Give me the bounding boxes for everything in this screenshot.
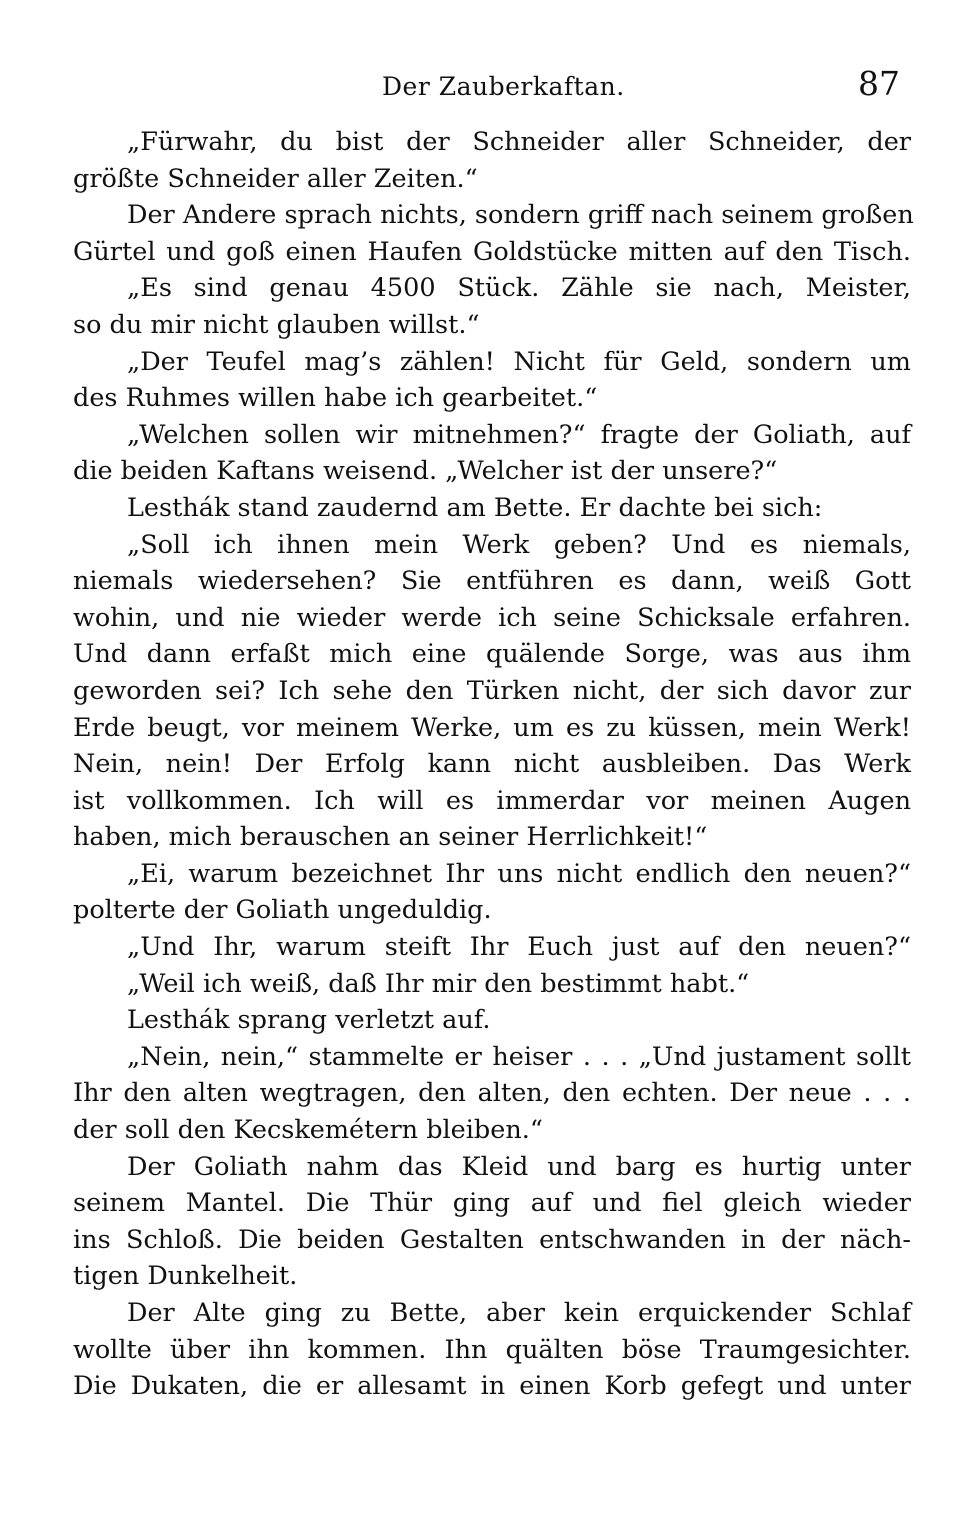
page-number: 87 [858, 64, 900, 103]
text-line: „Ei, warum bezeichnet Ihr uns nicht endlich den neuen?“ [127, 858, 911, 889]
text-line: ist vollkommen. Ich will es immerdar vor meinen Augen [73, 785, 911, 816]
text-line: des Ruhmes willen habe ich gearbeitet.“ [73, 383, 598, 414]
text-line: Ihr den alten wegtragen, den alten, den echten. Der neue . . . [73, 1078, 911, 1109]
text-line: Lesthák sprang verletzt auf. [127, 1005, 491, 1036]
text-line: „Welchen sollen wir mitnehmen?“ fragte der Goliath, auf [127, 419, 911, 450]
text-line: so du mir nicht glauben willst.“ [73, 309, 480, 340]
text-line: Nein, nein! Der Erfolg kann nicht ausbleiben. Das Werk [73, 749, 911, 780]
running-head: Der Zauberkaftan. [382, 72, 625, 101]
text-line: „Fürwahr, du bist der Schneider aller Schneider, der [127, 127, 911, 157]
text-line: Der Goliath nahm das Kleid und barg es hurtig unter [127, 1151, 911, 1182]
text-line: der soll den Kecskemétern bleiben.“ [73, 1115, 543, 1146]
text-line: „Nein, nein,“ stammelte er heiser . . . „Und justament sollt [127, 1041, 911, 1072]
text-line: haben, mich berauschen an seiner Herrlichkeit!“ [73, 822, 708, 853]
text-line: Die Dukaten, die er allesamt in einen Korb gefegt und unter [73, 1371, 911, 1402]
text-line: „Und Ihr, warum steift Ihr Euch just auf den neuen?“ [127, 932, 911, 963]
text-line: tigen Dunkelheit. [73, 1261, 298, 1292]
text-line: Gürtel und goß einen Haufen Goldstücke mitten auf den Tisch. [73, 236, 911, 267]
text-line: „Der Teufel mag’s zählen! Nicht für Geld, sondern um [127, 346, 911, 377]
text-line: niemals wiedersehen? Sie entführen es dann, weiß Gott [73, 566, 911, 597]
text-line: größte Schneider aller Zeiten.“ [73, 163, 478, 194]
text-line: Lesthák stand zaudernd am Bette. Er dachte bei sich: [127, 492, 823, 523]
text-line: „Es sind genau 4500 Stück. Zähle sie nach, Meister, [127, 273, 911, 304]
text-line: Erde beugt, vor meinem Werke, um es zu küssen, mein Werk! [73, 712, 911, 743]
text-line: Und dann erfaßt mich eine quälende Sorge, was aus ihm [73, 639, 911, 670]
text-line: die beiden Kaftans weisend. „Welcher ist der unsere?“ [73, 456, 778, 487]
text-line: wohin, und nie wieder werde ich seine Schicksale erfahren. [73, 602, 911, 633]
text-line: Der Alte ging zu Bette, aber kein erquickender Schlaf [127, 1298, 911, 1328]
text-line: „Weil ich weiß, daß Ihr mir den bestimmt habt.“ [127, 968, 750, 999]
text-line: „Soll ich ihnen mein Werk geben? Und es niemals, [127, 529, 911, 560]
text-line: ins Schloß. Die beiden Gestalten entschwanden in der näch- [73, 1224, 911, 1255]
text-line: wollte über ihn kommen. Ihn quälten böse Traumgesichter. [73, 1334, 911, 1365]
text-line: seinem Mantel. Die Thür ging auf und fiel gleich wieder [73, 1188, 911, 1219]
text-line: Der Andere sprach nichts, sondern griff nach seinem großen [127, 200, 914, 231]
body-text [73, 124, 914, 1405]
text-line: polterte der Goliath ungeduldig. [73, 895, 492, 926]
text-line: geworden sei? Ich sehe den Türken nicht, der sich davor zur [73, 675, 911, 706]
